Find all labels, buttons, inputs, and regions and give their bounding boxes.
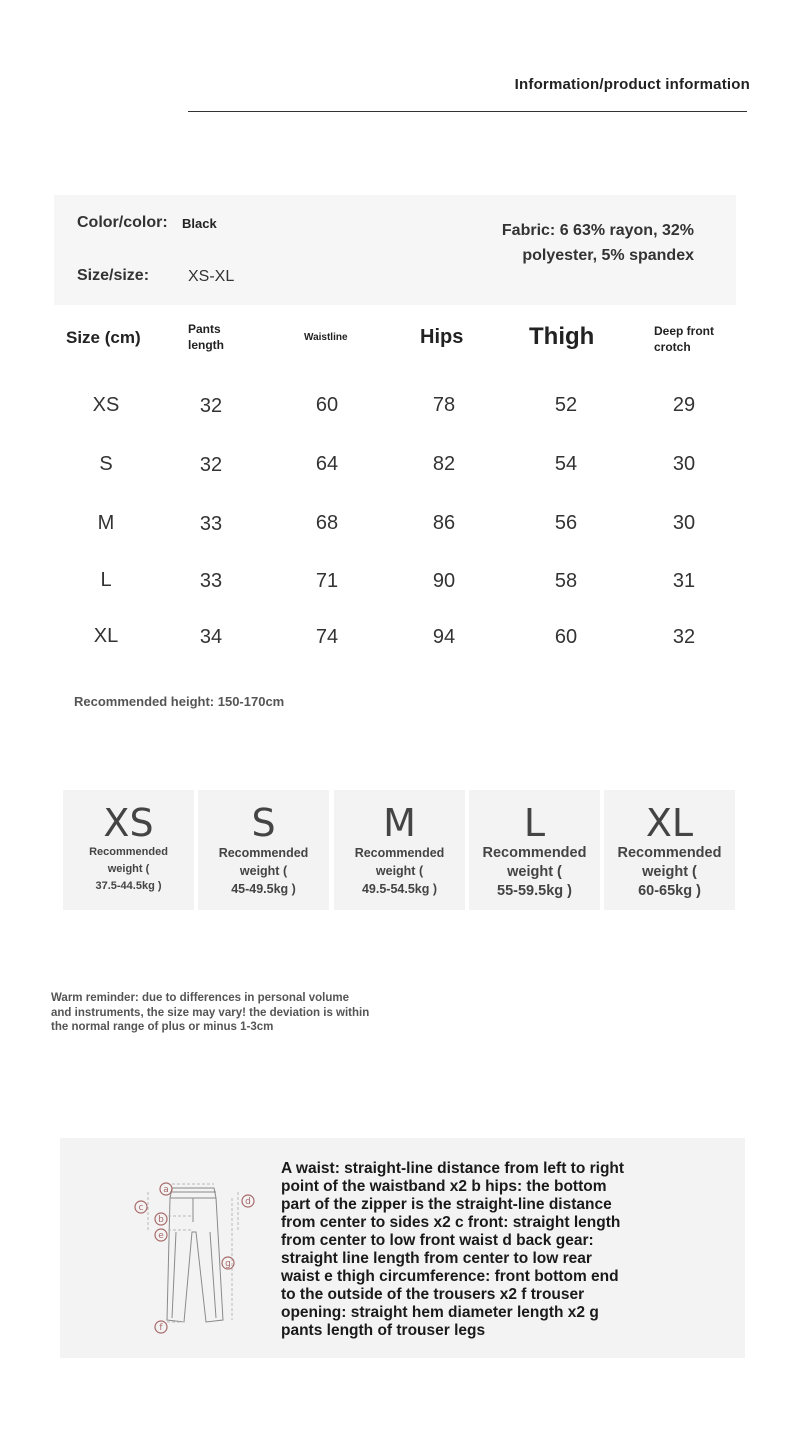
fabric-info bbox=[434, 218, 694, 268]
description-line: pants length of trouser legs bbox=[281, 1322, 486, 1339]
weight-card-line: Recommended bbox=[354, 846, 445, 860]
cell-crotch: 30 bbox=[672, 453, 696, 475]
cell-waistline: 68 bbox=[315, 512, 339, 534]
reminder-line: and instruments, the size may vary! the deviation is within bbox=[51, 1006, 370, 1019]
header-pants-length-line: length bbox=[188, 338, 224, 352]
header-size: Size (cm) bbox=[66, 328, 141, 347]
header-waistline: Waistline bbox=[304, 332, 348, 343]
cell-hips: 94 bbox=[432, 626, 456, 648]
description-line: point of the waistband x2 b hips: the bottom bbox=[281, 1178, 607, 1195]
cell-size: L bbox=[100, 569, 112, 591]
weight-card-size: XS bbox=[103, 801, 154, 845]
weight-card-line: 60-65kg ) bbox=[638, 883, 701, 899]
leg-inner-left bbox=[172, 1232, 176, 1318]
size-label: Size/size: bbox=[77, 267, 150, 284]
header-hips: Hips bbox=[420, 326, 464, 348]
description-line: from center to low front waist d back gear: bbox=[281, 1232, 594, 1249]
description-line: opening: straight hem diameter length x2 g bbox=[281, 1304, 599, 1321]
weight-card-text bbox=[334, 844, 465, 898]
measurement-description bbox=[281, 1160, 661, 1340]
cell-crotch: 30 bbox=[672, 512, 696, 534]
label-b: b bbox=[158, 1215, 164, 1225]
label-f: f bbox=[159, 1323, 163, 1333]
weight-card-size: S bbox=[251, 801, 276, 845]
leg-inner-right bbox=[210, 1232, 216, 1318]
cell-crotch: 29 bbox=[672, 394, 696, 416]
label-c: c bbox=[138, 1203, 144, 1213]
weight-card-line: Recommended bbox=[617, 845, 722, 861]
label-g: g bbox=[225, 1259, 231, 1269]
reminder-line: the normal range of plus or minus 1-3cm bbox=[51, 1021, 274, 1033]
cell-pants-length: 32 bbox=[199, 454, 223, 476]
cell-waistline: 60 bbox=[315, 394, 339, 416]
label-e: e bbox=[158, 1231, 164, 1241]
cell-size: S bbox=[99, 453, 113, 475]
cell-size: XS bbox=[92, 394, 120, 416]
cell-thigh: 56 bbox=[554, 512, 578, 534]
cell-waistline: 74 bbox=[315, 626, 339, 648]
header-thigh: Thigh bbox=[529, 323, 595, 350]
weight-card-line: 37.5-44.5kg ) bbox=[95, 880, 162, 892]
weight-card-line: weight ( bbox=[507, 864, 562, 880]
recommended-height: Recommended height: 150-170cm bbox=[74, 694, 285, 709]
weight-card-size: XL bbox=[645, 801, 694, 845]
weight-card-xl bbox=[604, 790, 735, 910]
weight-card-l bbox=[469, 790, 600, 910]
color-value: Black bbox=[182, 216, 217, 231]
cell-thigh: 54 bbox=[554, 453, 578, 475]
cell-waistline: 71 bbox=[315, 570, 339, 592]
cell-thigh: 58 bbox=[554, 570, 578, 592]
cell-hips: 90 bbox=[432, 570, 456, 592]
weight-card-text bbox=[63, 844, 194, 895]
weight-card-line: 55-59.5kg ) bbox=[497, 883, 572, 899]
weight-card-text bbox=[469, 844, 600, 901]
weight-card-line: Recommended bbox=[218, 846, 309, 860]
label-d: d bbox=[245, 1197, 251, 1207]
weight-card-s bbox=[198, 790, 329, 910]
waistband bbox=[170, 1192, 216, 1198]
description-line: A waist: straight-line distance from left to right bbox=[281, 1160, 625, 1177]
weight-card-size: L bbox=[523, 801, 546, 845]
fabric-line: Fabric: 6 63% rayon, 32% bbox=[501, 222, 694, 239]
cell-crotch: 32 bbox=[672, 626, 696, 648]
cell-crotch: 31 bbox=[672, 570, 696, 592]
header-pants-length bbox=[188, 321, 224, 353]
weight-card-line: Recommended bbox=[482, 845, 587, 861]
section-title: Information/product information bbox=[514, 76, 750, 93]
label-a: a bbox=[163, 1185, 169, 1195]
cell-pants-length: 33 bbox=[199, 570, 223, 592]
header-crotch-line: crotch bbox=[654, 340, 691, 354]
size-value: XS-XL bbox=[188, 268, 235, 285]
weight-card-line: 45-49.5kg ) bbox=[231, 882, 296, 896]
weight-card-m bbox=[334, 790, 465, 910]
cell-size: M bbox=[97, 512, 115, 534]
weight-card-line: weight ( bbox=[375, 864, 424, 878]
cell-hips: 82 bbox=[432, 453, 456, 475]
fabric-line: polyester, 5% spandex bbox=[522, 247, 694, 264]
weight-card-text bbox=[604, 844, 735, 901]
warm-reminder bbox=[51, 991, 401, 1035]
cell-pants-length: 33 bbox=[199, 513, 223, 535]
description-line: straight line length from center to low rear bbox=[281, 1250, 592, 1267]
cell-pants-length: 32 bbox=[199, 395, 223, 417]
cell-waistline: 64 bbox=[315, 453, 339, 475]
weight-card-line: 49.5-54.5kg ) bbox=[361, 882, 438, 896]
pants-diagram bbox=[120, 1170, 280, 1345]
header-deep-front-crotch bbox=[654, 323, 714, 355]
description-line: waist e thigh circumference: front bottom end bbox=[281, 1268, 619, 1285]
header-pants-length-line: Pants bbox=[188, 322, 221, 336]
weight-card-size: M bbox=[383, 801, 416, 845]
weight-card-xs bbox=[63, 790, 194, 910]
reminder-line: Warm reminder: due to differences in personal volume bbox=[51, 992, 350, 1004]
header-crotch-line: Deep front bbox=[654, 324, 714, 338]
weight-card-line: weight ( bbox=[642, 864, 697, 880]
divider bbox=[188, 111, 747, 112]
description-line: part of the zipper is the straight-line distance bbox=[281, 1196, 612, 1213]
cell-hips: 86 bbox=[432, 512, 456, 534]
cell-hips: 78 bbox=[432, 394, 456, 416]
color-label: Color/color: bbox=[77, 214, 168, 231]
weight-card-text bbox=[198, 844, 329, 898]
description-line: from center to sides x2 c front: straight length bbox=[281, 1214, 621, 1231]
description-line: to the outside of the trousers x2 f trouser bbox=[281, 1286, 585, 1303]
weight-card-line: Recommended bbox=[89, 846, 168, 858]
weight-card-line: weight ( bbox=[107, 863, 150, 875]
weight-card-line: weight ( bbox=[239, 864, 288, 878]
cell-thigh: 52 bbox=[554, 394, 578, 416]
cell-size: XL bbox=[93, 625, 119, 647]
cell-pants-length: 34 bbox=[199, 626, 223, 648]
cell-thigh: 60 bbox=[554, 626, 578, 648]
